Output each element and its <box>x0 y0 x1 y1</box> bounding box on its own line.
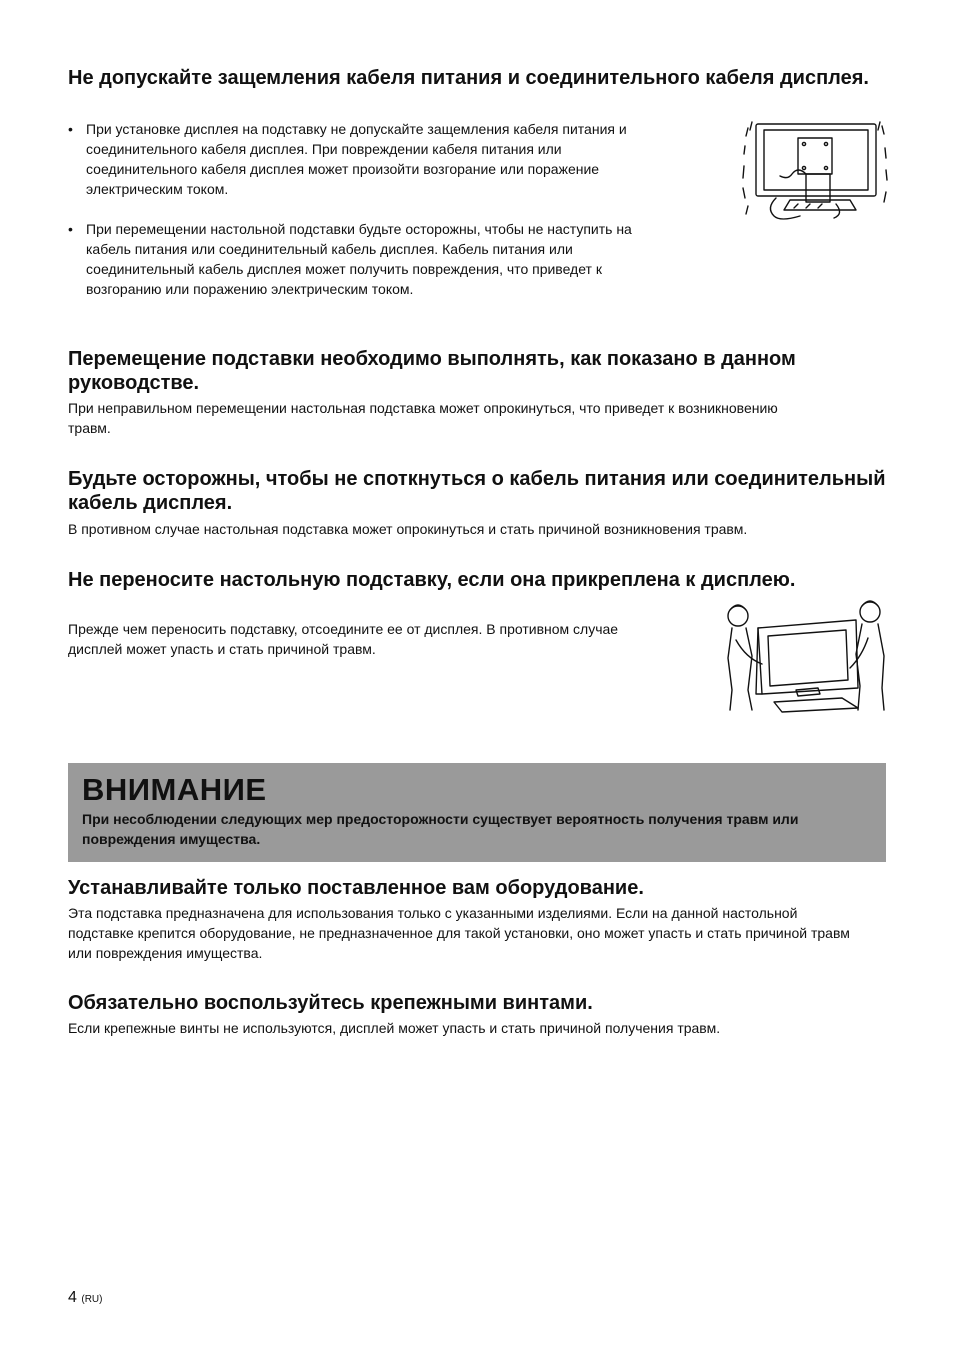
text-do-not-carry: Прежде чем переносить подставку, отсоедините ее от дисплея. В противном случае дисплей может упасть и стать причиной травм. <box>68 621 619 657</box>
caution-text: При несоблюдении следующих мер предосторожности существует вероятность получения травм или повреждения имущества. <box>82 811 799 847</box>
page-number-value: 4 <box>68 1289 77 1306</box>
illustration-carrying-display <box>722 598 888 714</box>
heading-fixing-screws: Обязательно воспользуйтесь крепежными винтами. <box>68 992 593 1014</box>
caution-box <box>68 763 886 862</box>
page-language: (RU) <box>81 1294 103 1305</box>
heading-do-not-carry: Не переносите настольную подставку, если она прикреплена к дисплею. <box>68 569 796 591</box>
heading-trip-cable: Будьте осторожны, чтобы не споткнуться о кабель питания или соединительный кабель дисплея. <box>68 468 886 514</box>
caution-title: ВНИМАНИЕ <box>82 772 267 807</box>
text-trip-cable: В противном случае настольная подставка может опрокинуться и стать причиной возникновения травм. <box>68 521 748 537</box>
bullet-marker: • <box>68 221 73 237</box>
bullet-marker: • <box>68 121 73 137</box>
page-number <box>68 1288 102 1310</box>
text-fixing-screws: Если крепежные винты не используются, дисплей может упасть и стать причиной получения травм. <box>68 1020 721 1036</box>
bullet-cable-pinching-install: При установке дисплея на подставку не допускайте защемления кабеля питания и соединительного кабеля дисплея. При повреждении кабеля питания или соединительного кабеля дисплея может произойти возгорание или поражение электрическим током. <box>86 121 627 197</box>
bullet-cable-stepping: При перемещении настольной подставки будьте осторожны, чтобы не наступить на кабель питания или соединительный кабель дисплея. Кабель питания или соединительный кабель дисплея может получить повреждения, что приведет к возгоранию или поражению электрическим током. <box>86 221 632 297</box>
text-supplied-equipment: Эта подставка предназначена для использования только с указанными изделиями. Если на данной настольной подставке крепится оборудование, не предназначенное для такой установки, оно может упасть и стать причиной травм или повреждения имущества. <box>68 905 850 961</box>
heading-cable-pinching: Не допускайте защемления кабеля питания и соединительного кабеля дисплея. <box>68 67 869 89</box>
heading-move-stand: Перемещение подставки необходимо выполнять, как показано в данном руководстве. <box>68 348 796 394</box>
illustration-cable-pinching <box>740 118 890 224</box>
text-move-stand: При неправильном перемещении настольная подставка может опрокинуться, что приведет к возникновению травм. <box>68 400 778 436</box>
heading-supplied-equipment: Устанавливайте только поставленное вам оборудование. <box>68 877 644 899</box>
